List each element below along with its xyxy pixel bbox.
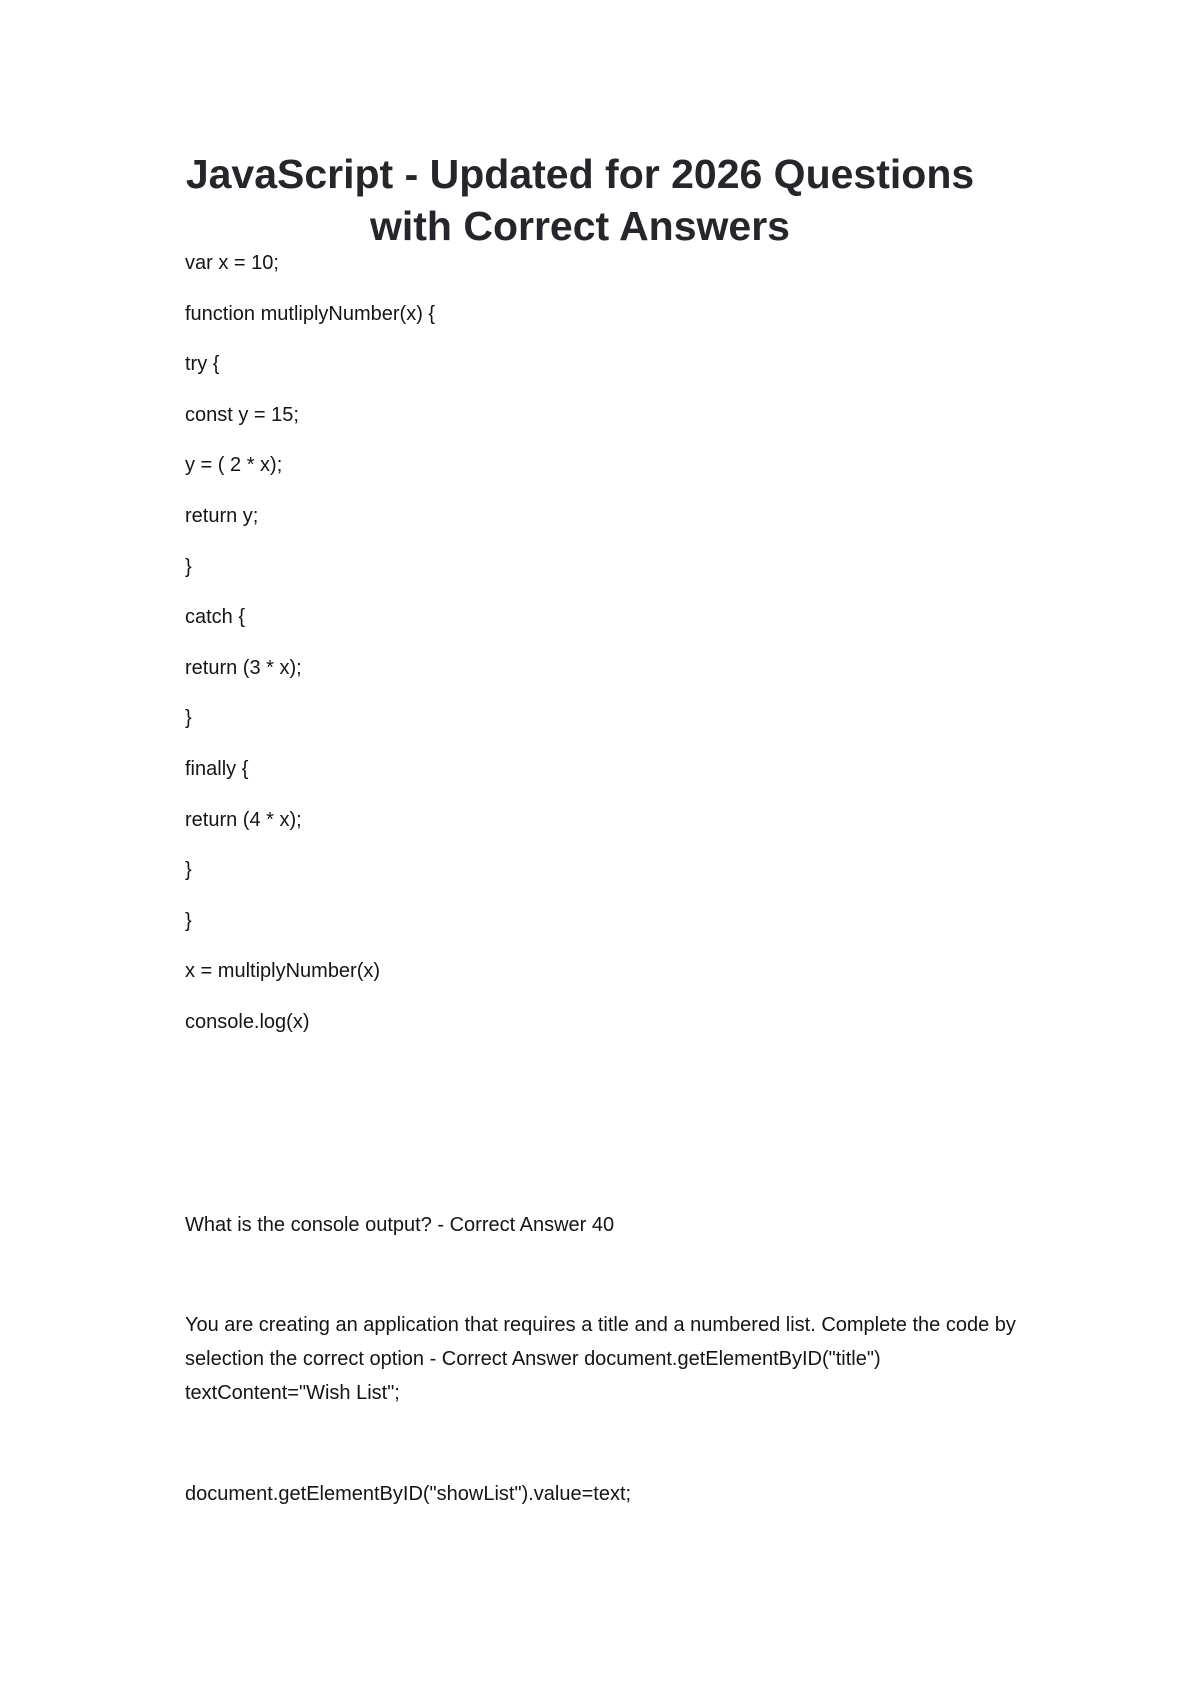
question-title-numbered-list: You are creating an application that requires a title and a numbered list. Complete the code by selection the correct option - Correct Answer document.getElementByID("title") textContent="Wish List"; bbox=[185, 1314, 1016, 1404]
code-line: return (3 * x); bbox=[185, 656, 302, 679]
code-line: } bbox=[185, 555, 192, 578]
code-line: const y = 15; bbox=[185, 403, 299, 426]
title-line-1: JavaScript - Updated for 2026 Questions bbox=[185, 151, 975, 197]
code-line: } bbox=[185, 909, 192, 932]
code-line: return y; bbox=[185, 504, 259, 527]
code-line: catch { bbox=[185, 606, 246, 629]
answer-continuation: document.getElementByID("showList").value=text; bbox=[185, 1483, 632, 1505]
code-line: finally { bbox=[185, 757, 249, 780]
code-line: } bbox=[185, 707, 192, 730]
code-line: return (4 * x); bbox=[185, 808, 302, 831]
code-line: } bbox=[185, 859, 192, 882]
code-line: function mutliplyNumber(x) { bbox=[185, 302, 436, 325]
code-line: console.log(x) bbox=[185, 1010, 310, 1033]
code-snippet bbox=[185, 248, 435, 1058]
title-line-2: with Correct Answers bbox=[370, 203, 790, 249]
code-line: try { bbox=[185, 353, 220, 376]
question-console-output: What is the console output? - Correct Answer 40 bbox=[185, 1214, 615, 1236]
page-title bbox=[150, 148, 1010, 252]
code-line: x = multiplyNumber(x) bbox=[185, 960, 381, 983]
code-line: var x = 10; bbox=[185, 252, 279, 274]
code-line: y = ( 2 * x); bbox=[185, 454, 283, 477]
